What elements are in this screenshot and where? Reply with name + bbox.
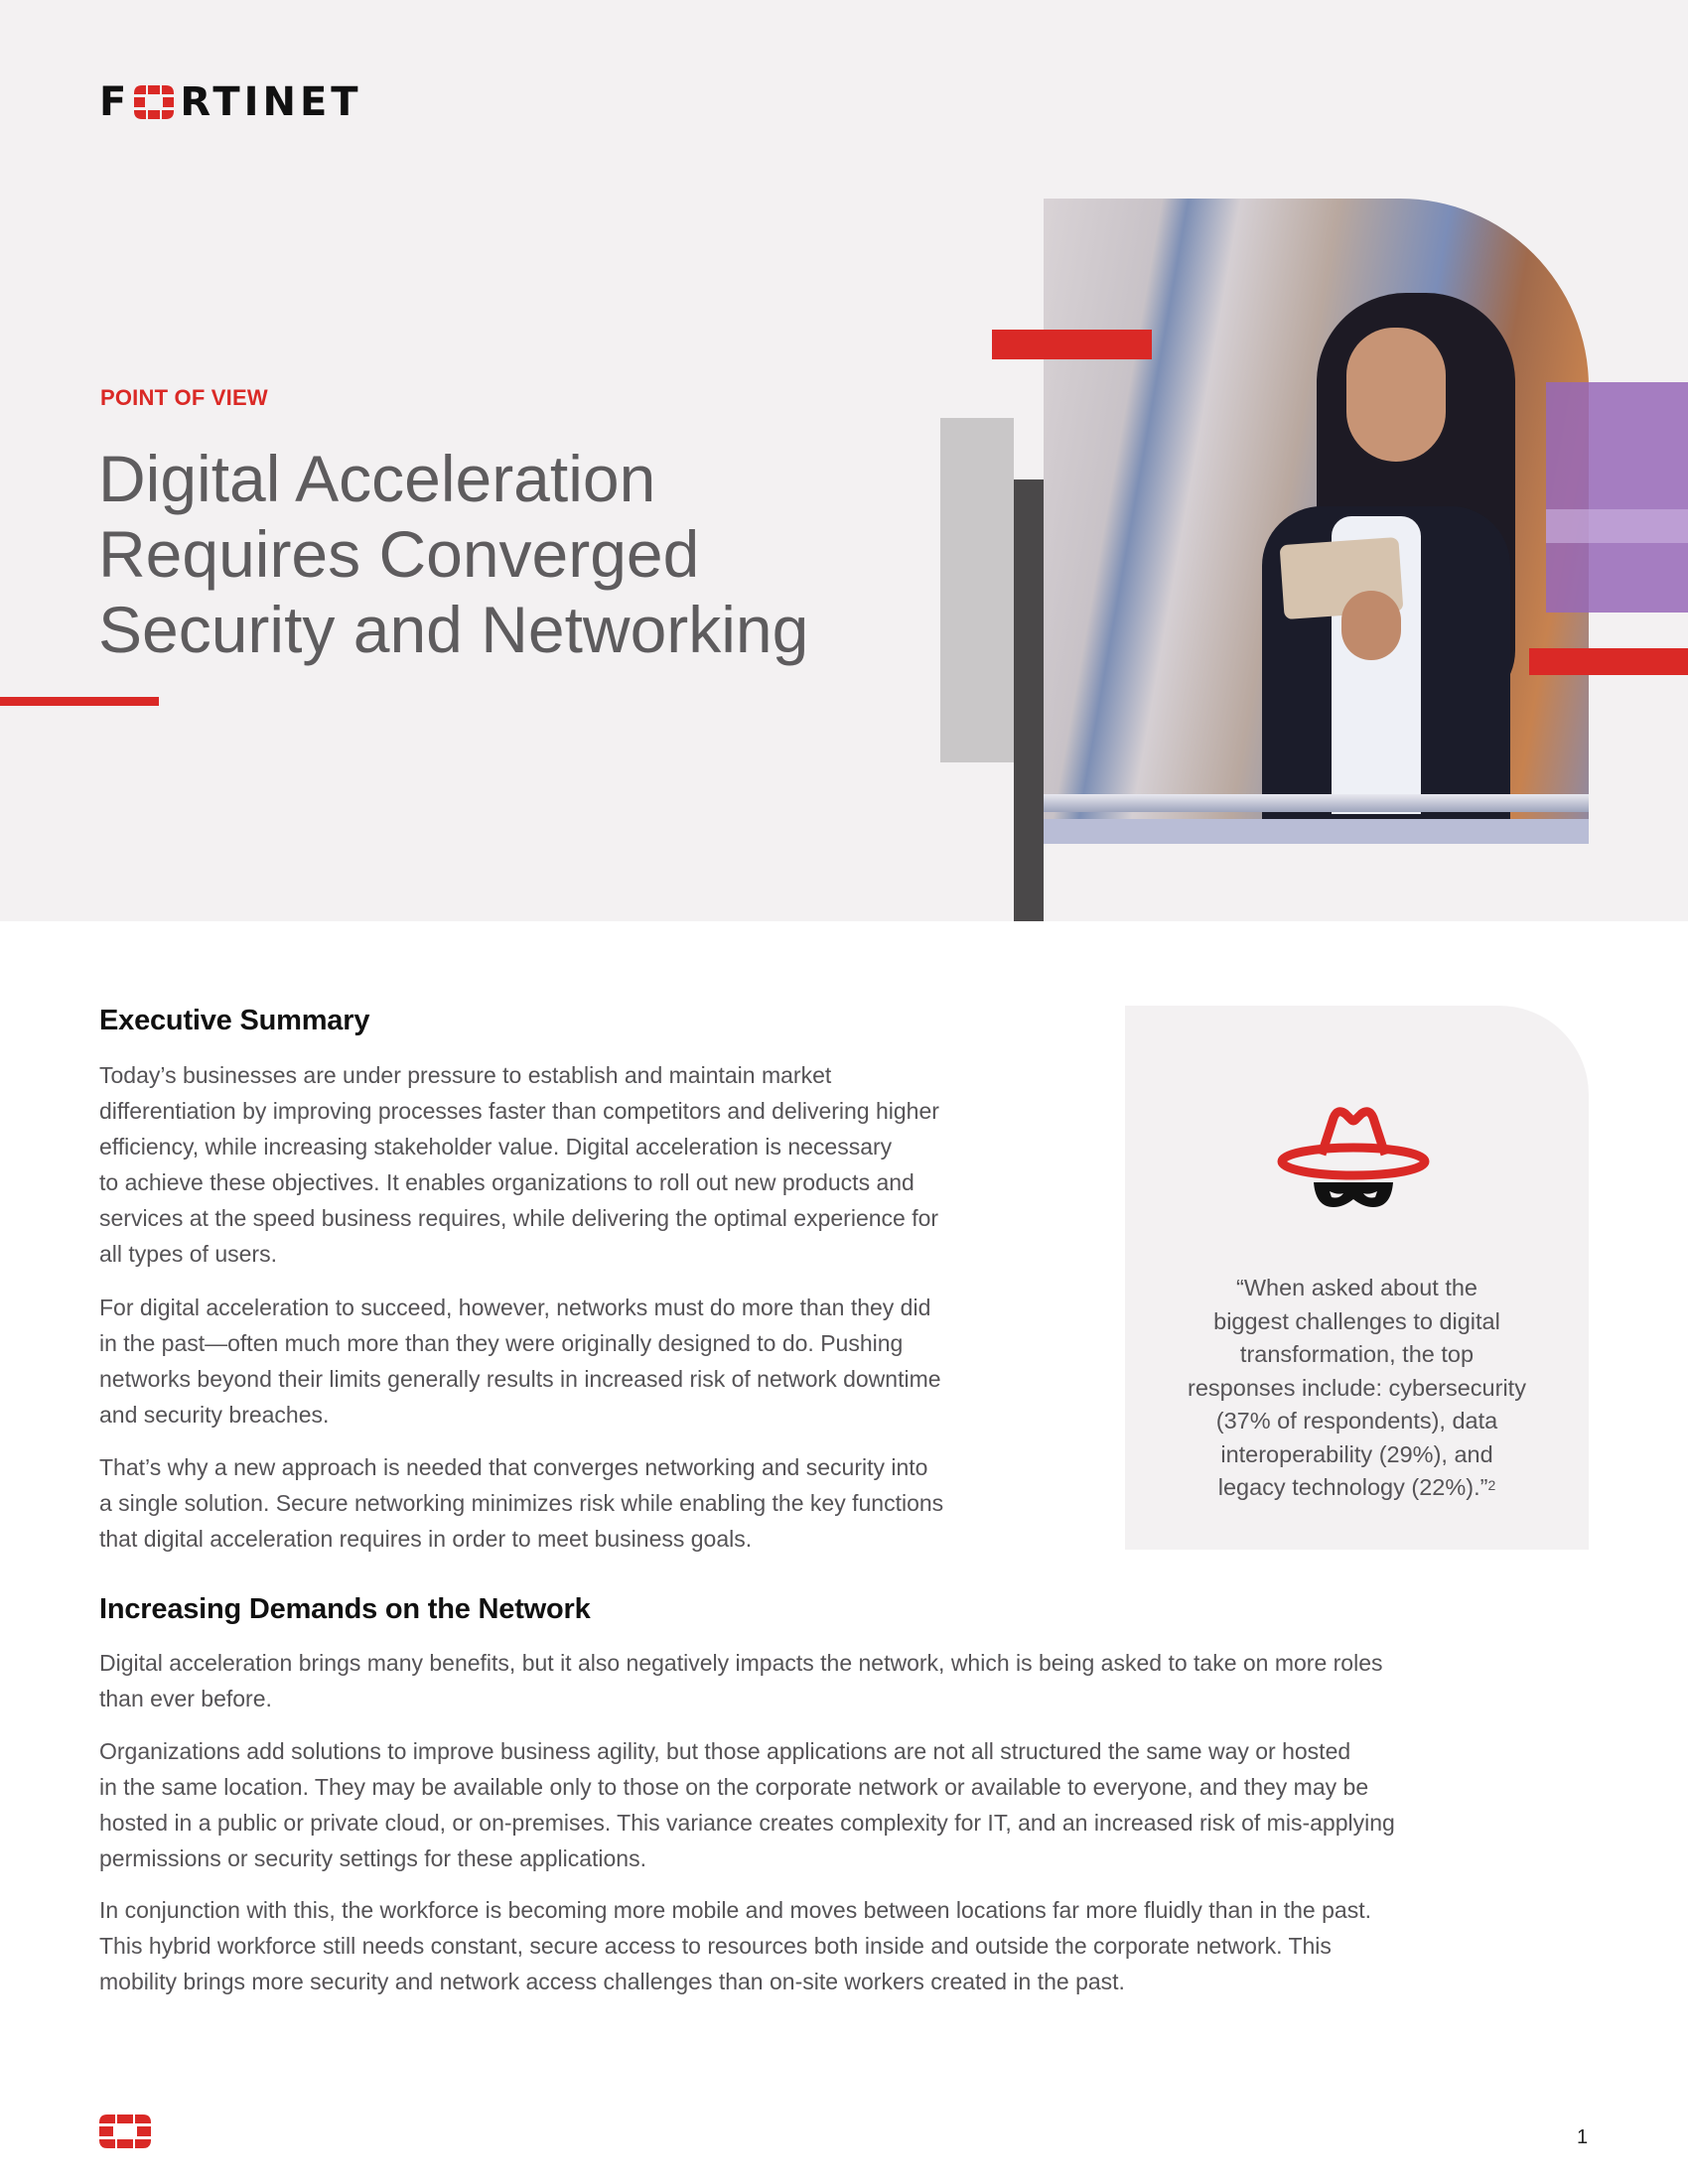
quote-line: interoperability (29%), and	[1220, 1440, 1493, 1467]
text-line: a single solution. Secure networking minimizes risk while enabling the key functions	[99, 1490, 944, 1516]
photo-ground	[1044, 819, 1589, 844]
fortinet-logo	[99, 79, 407, 125]
title-line: Security and Networking	[98, 593, 809, 666]
red-decorative-bar-top	[992, 330, 1152, 359]
page-number: 1	[1577, 2126, 1589, 2148]
executive-summary-heading: Executive Summary	[99, 1005, 370, 1036]
quote-line: responses include: cybersecurity	[1188, 1374, 1526, 1401]
text-line: permissions or security settings for these applications.	[99, 1845, 646, 1871]
title-line: Requires Converged	[98, 517, 700, 591]
photo-hand	[1341, 591, 1401, 660]
quote-line: (37% of respondents), data	[1215, 1408, 1498, 1433]
executive-summary-paragraph-3	[99, 1449, 1092, 1557]
text-line: In conjunction with this, the workforce is becoming more mobile and moves between locations far more fluidly than in the past.	[99, 1897, 1371, 1923]
quote-line-last	[1145, 1471, 1569, 1505]
photo-figure-face	[1346, 328, 1446, 462]
photo-railing	[1044, 794, 1589, 812]
hacker-hat-mask-icon	[1274, 1100, 1433, 1214]
quote-line: “When asked about the	[1236, 1275, 1477, 1300]
text-line: than ever before.	[99, 1686, 272, 1711]
text-line: and security breaches.	[99, 1402, 330, 1428]
increasing-demands-paragraph-2	[99, 1733, 1609, 1876]
quote-line: transformation, the top	[1239, 1341, 1475, 1367]
page-title	[98, 441, 913, 667]
footnote-ref[interactable]: 2	[1487, 1477, 1496, 1493]
red-accent-rule	[0, 697, 159, 706]
text-line: That’s why a new approach is needed that converges networking and security into	[99, 1454, 928, 1480]
quote-line: legacy technology (22%).”	[1217, 1474, 1488, 1500]
text-line: in the past—often much more than they were originally designed to do. Pushing	[99, 1330, 904, 1356]
text-line: Today’s businesses are under pressure to establish and maintain market	[99, 1062, 832, 1088]
text-line: differentiation by improving processes faster than competitors and delivering higher	[99, 1098, 939, 1124]
text-line: Digital acceleration brings many benefits, but it also negatively impacts the network, which is being asked to take on more roles	[99, 1650, 1383, 1676]
text-line: to achieve these objectives. It enables organizations to roll out new products and	[99, 1169, 914, 1195]
text-line: For digital acceleration to succeed, however, networks must do more than they did	[99, 1295, 931, 1320]
dark-decorative-bar	[1014, 479, 1044, 921]
quote-callout	[1125, 1006, 1589, 1550]
text-line: services at the speed business requires, while delivering the optimal experience for	[99, 1205, 939, 1231]
increasing-demands-paragraph-3	[99, 1892, 1609, 1999]
purple-light-band	[1546, 509, 1688, 543]
executive-summary-paragraph-1	[99, 1057, 1092, 1272]
text-line: networks beyond their limits generally results in increased risk of network downtime	[99, 1366, 941, 1392]
eyebrow-label: POINT OF VIEW	[100, 385, 268, 410]
gray-decorative-bar	[940, 418, 1014, 762]
text-line: all types of users.	[99, 1241, 277, 1267]
text-line: This hybrid workforce still needs constant, secure access to resources both inside and outside the corporate network. This	[99, 1933, 1332, 1959]
title-line: Digital Acceleration	[98, 442, 656, 515]
fortinet-mark-icon	[99, 2115, 151, 2148]
logo-letter-f: F	[99, 79, 131, 125]
logo-letters-rtinet: RTINET	[180, 79, 362, 125]
quote-line: biggest challenges to digital	[1213, 1307, 1500, 1334]
text-line: efficiency, while increasing stakeholder value. Digital acceleration is necessary	[99, 1134, 893, 1160]
executive-summary-paragraph-2	[99, 1290, 1092, 1433]
hero-photo	[1044, 199, 1589, 844]
text-line: mobility brings more security and network access challenges than on-site workers created in the past.	[99, 1969, 1125, 1994]
quote-text	[1145, 1272, 1569, 1505]
text-line: in the same location. They may be available only to those on the corporate network or available to everyone, and they may be	[99, 1774, 1369, 1800]
red-decorative-bar-right	[1529, 648, 1688, 675]
increasing-demands-heading: Increasing Demands on the Network	[99, 1593, 591, 1625]
text-line: that digital acceleration requires in order to meet business goals.	[99, 1526, 753, 1552]
hero-section	[0, 0, 1688, 921]
text-line: hosted in a public or private cloud, or on-premises. This variance creates complexity for IT, and an increased risk of mis-applying	[99, 1810, 1395, 1836]
fortinet-logo-icon	[134, 85, 174, 119]
purple-decorative-block	[1546, 382, 1688, 613]
increasing-demands-paragraph-1	[99, 1645, 1609, 1716]
text-line: Organizations add solutions to improve business agility, but those applications are not all structured the same way or hosted	[99, 1738, 1351, 1764]
